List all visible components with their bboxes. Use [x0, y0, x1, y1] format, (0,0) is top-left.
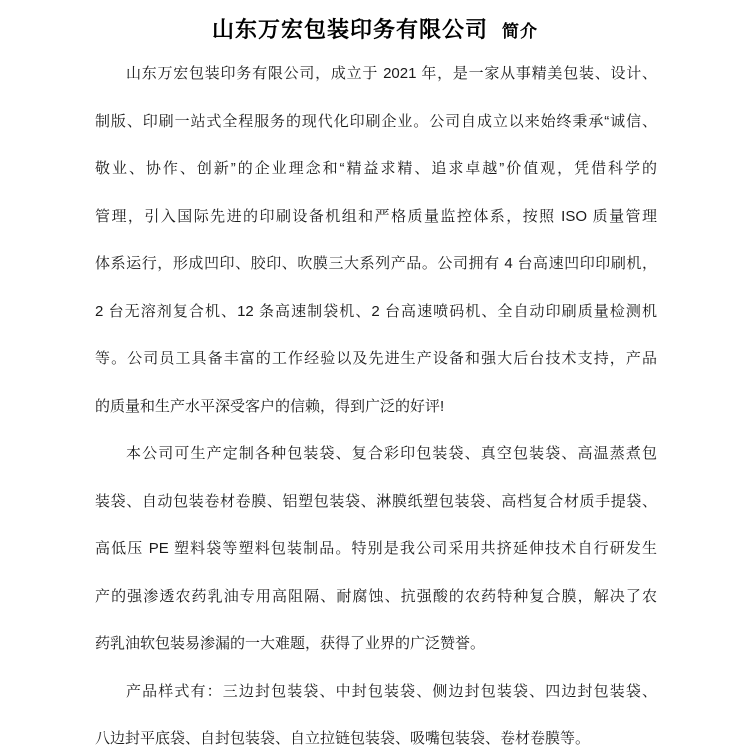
company-name-title: 山东万宏包装印务有限公司: [211, 17, 488, 42]
paragraph-2-line-4: 产的强渗透农药乳油专用高阻隔、耐腐蚀、抗强酸的农药特种复合膜，解决了农: [95, 587, 657, 605]
paragraph-1-line-4: 管理，引入国际先进的印刷设备机组和严格质量监控体系，按照 ISO 质量管理: [95, 207, 657, 225]
paragraph-1-line-7: 等。公司员工具备丰富的工作经验以及先进生产设备和强大后台技术支持，产品: [95, 350, 657, 367]
document-body: [95, 50, 657, 750]
paragraph-2-line-3: 高低压 PE 塑料袋等塑料包装制品。特别是我公司采用共挤延伸技术自行研发生: [95, 540, 657, 557]
paragraph-1-line-8: 的质量和生产水平深受客户的信赖，得到广泛的好评!: [95, 397, 445, 415]
paragraph-2-line-1: 本公司可生产定制各种包装袋、复合彩印包装袋、真空包装袋、高温蒸煮包: [126, 445, 657, 462]
paragraph-1-line-1: 山东万宏包装印务有限公司，成立于 2021 年，是一家从事精美包装、设计、: [126, 65, 657, 82]
document-title: [0, 0, 750, 49]
paragraph-1-line-5: 体系运行，形成凹印、胶印、吹膜三大系列产品。公司拥有 4 台高速凹印印刷机，: [95, 255, 657, 272]
title-suffix-intro: 简介: [502, 22, 538, 41]
paragraph-1-line-2: 制版、印刷一站式全程服务的现代化印刷企业。公司自成立以来始终秉承“诚信、: [95, 112, 657, 130]
paragraph-1-line-6: 2 台无溶剂复合机、12 条高速制袋机、2 台高速喷码机、全自动印刷质量检测机: [95, 302, 657, 320]
paragraph-2-line-2: 装袋、自动包装卷材卷膜、铝塑包装袋、淋膜纸塑包装袋、高档复合材质手提袋、: [95, 492, 657, 510]
paragraph-2-line-5: 药乳油软包装易渗漏的一大难题，获得了业界的广泛赞誉。: [95, 635, 486, 652]
paragraph-3-line-2: 八边封平底袋、自封包装袋、自立拉链包装袋、吸嘴包装袋、卷材卷膜等。: [95, 730, 591, 747]
paragraph-1-line-3: 敬业、协作、创新”的企业理念和“精益求精、追求卓越”价值观，凭借科学的: [95, 160, 657, 177]
paragraph-3-line-1: 产品样式有：三边封包装袋、中封包装袋、侧边封包装袋、四边封包装袋、: [126, 682, 657, 700]
